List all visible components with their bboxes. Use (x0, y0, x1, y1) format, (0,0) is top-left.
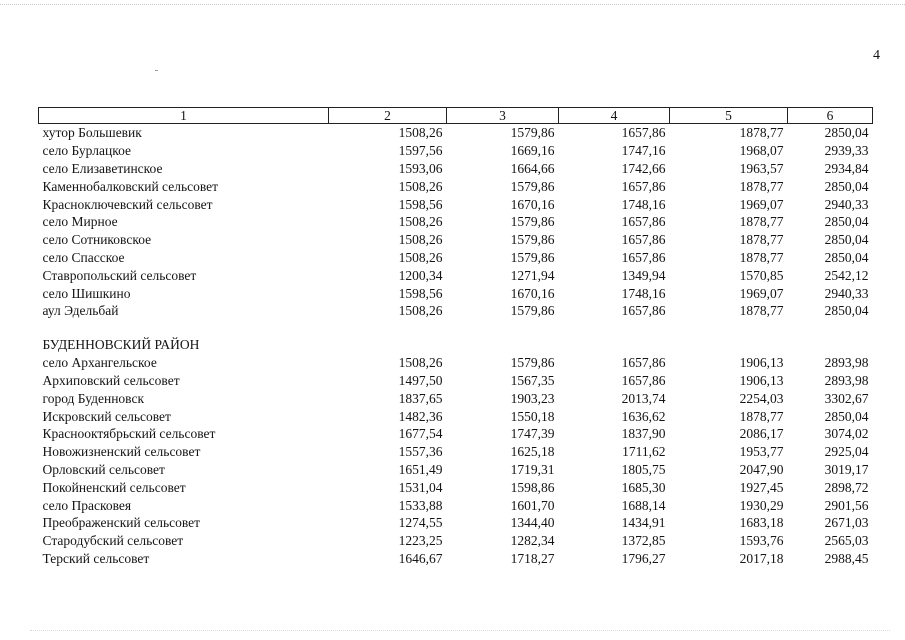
value-cell-col2: 1651,49 (398, 461, 443, 477)
value-cell-col5: 1927,45 (739, 479, 784, 495)
value-cell-col3: 1579,86 (510, 214, 555, 230)
value-cell-col6: 2898,72 (824, 479, 869, 495)
value-cell-col6: 2850,04 (824, 303, 869, 319)
settlement-name-cell: село Мирное (42, 214, 118, 230)
table-row (39, 231, 873, 249)
value-cell-col4: 1657,86 (621, 214, 666, 230)
header-row (39, 108, 873, 124)
value-cell-col2: 1482,36 (398, 408, 443, 424)
value-cell-col3: 1567,35 (510, 372, 555, 388)
column-header-6: 6 (788, 108, 873, 124)
table-row (39, 284, 873, 302)
settlement-name-cell: Ставропольский сельсовет (42, 267, 197, 283)
table-row (39, 142, 873, 160)
value-cell-col3: 1601,70 (510, 497, 555, 513)
value-cell-col5: 1906,13 (739, 355, 784, 371)
value-cell-col4: 1636,62 (621, 408, 666, 424)
value-cell-col3: 1579,86 (510, 125, 555, 141)
value-cell-col3: 1579,86 (510, 232, 555, 248)
value-cell-col4: 1711,62 (622, 444, 666, 460)
scan-artifact-bottom-line (30, 630, 890, 631)
value-cell-col3: 1664,66 (510, 160, 555, 176)
value-cell-col4: 1657,86 (621, 125, 666, 141)
value-cell-col4: 1742,66 (621, 160, 666, 176)
value-cell-col5: 1593,76 (739, 533, 784, 549)
value-cell-col2: 1837,65 (398, 390, 443, 406)
value-cell-col2: 1533,88 (398, 497, 443, 513)
value-cell-col2: 1593,06 (398, 160, 443, 176)
table-row (39, 124, 873, 142)
table-row (39, 266, 873, 284)
value-cell-col6: 3302,67 (824, 390, 869, 406)
column-header-5: 5 (670, 108, 788, 124)
settlement-name-cell: село Спасское (42, 249, 125, 265)
value-cell-col4: 1434,91 (621, 515, 666, 531)
value-cell-col4: 1748,16 (621, 285, 666, 301)
value-cell-col5: 2086,17 (739, 426, 784, 442)
page-number: 4 (873, 48, 880, 63)
value-cell-col3: 1282,34 (510, 533, 555, 549)
value-cell-col5: 2017,18 (739, 550, 784, 566)
settlement-name-cell: Стародубский сельсовет (42, 533, 184, 549)
scan-speck (155, 70, 158, 71)
value-cell-col4: 1805,75 (621, 461, 666, 477)
table-row (39, 354, 873, 372)
value-cell-col3: 1903,23 (510, 390, 555, 406)
value-cell-col3: 1579,86 (510, 355, 555, 371)
settlement-name-cell: Терский сельсовет (42, 550, 150, 566)
value-cell-col4: 1747,16 (621, 143, 666, 159)
value-cell-col6: 2850,04 (824, 214, 869, 230)
value-cell-col6: 2850,04 (824, 249, 869, 265)
value-cell-col2: 1557,36 (398, 444, 443, 460)
value-cell-col5: 1878,77 (739, 408, 784, 424)
value-cell-col2: 1508,26 (398, 125, 443, 141)
value-cell-col5: 2254,03 (739, 390, 784, 406)
table-row (39, 407, 873, 425)
value-cell-col2: 1646,67 (398, 550, 443, 566)
value-cell-col4: 1657,86 (621, 303, 666, 319)
value-cell-col2: 1508,26 (398, 249, 443, 265)
value-cell-col4: 2013,74 (621, 390, 666, 406)
value-cell-col6: 2940,33 (824, 196, 869, 212)
value-cell-col4: 1372,85 (621, 533, 666, 549)
value-cell-col3: 1718,27 (510, 550, 555, 566)
value-cell-col2: 1508,26 (398, 303, 443, 319)
settlement-name-cell: аул Эдельбай (42, 303, 119, 319)
table-row (39, 372, 873, 390)
settlement-name-cell: Новожизненский сельсовет (42, 444, 201, 460)
value-cell-col2: 1598,56 (398, 196, 443, 212)
value-cell-col4: 1657,86 (621, 355, 666, 371)
value-cell-col6: 2893,98 (824, 355, 869, 371)
value-cell-col3: 1598,86 (510, 479, 555, 495)
table-row (39, 461, 873, 479)
value-cell-col5: 1878,77 (739, 303, 784, 319)
value-cell-col4: 1837,90 (621, 426, 666, 442)
value-cell-col2: 1223,25 (398, 533, 443, 549)
value-cell-col4: 1688,14 (621, 497, 666, 513)
value-cell-col5: 2047,90 (739, 461, 784, 477)
value-cell-col3: 1550,18 (510, 408, 555, 424)
value-cell-col6: 2901,56 (824, 497, 869, 513)
scan-artifact-top-line (0, 4, 905, 5)
table-row (39, 213, 873, 231)
column-header-3: 3 (447, 108, 559, 124)
settlement-name-cell: село Шишкино (42, 285, 131, 301)
table-row (39, 532, 873, 550)
value-cell-col5: 1969,07 (739, 285, 784, 301)
value-cell-col2: 1531,04 (398, 479, 443, 495)
table-row (39, 550, 873, 568)
value-cell-col2: 1677,54 (398, 426, 443, 442)
settlement-name-cell: село Сотниковское (42, 232, 152, 248)
value-cell-col3: 1670,16 (510, 285, 555, 301)
value-cell-col2: 1200,34 (398, 267, 443, 283)
table-row (39, 496, 873, 514)
spacer-row (39, 320, 873, 336)
column-header-4: 4 (559, 108, 670, 124)
value-cell-col4: 1657,86 (621, 372, 666, 388)
settlement-name-cell: село Прасковея (42, 497, 132, 513)
value-cell-col5: 1969,07 (739, 196, 784, 212)
value-cell-col6: 2542,12 (824, 267, 869, 283)
section-heading: БУДЕННОВСКИЙ РАЙОН (42, 337, 200, 353)
table-header (39, 108, 873, 124)
settlement-name-cell: Каменнобалковский сельсовет (42, 178, 219, 194)
value-cell-col6: 2850,04 (824, 178, 869, 194)
value-cell-col5: 1963,57 (739, 160, 784, 176)
value-cell-col6: 2565,03 (824, 533, 869, 549)
value-cell-col3: 1719,31 (510, 461, 555, 477)
value-cell-col5: 1683,18 (739, 515, 784, 531)
value-cell-col6: 2988,45 (824, 550, 869, 566)
tariff-table-container (38, 107, 872, 567)
table-row (39, 302, 873, 320)
value-cell-col5: 1906,13 (739, 372, 784, 388)
value-cell-col2: 1597,56 (398, 143, 443, 159)
settlement-name-cell: село Бурлацкое (42, 143, 131, 159)
value-cell-col5: 1878,77 (739, 178, 784, 194)
settlement-name-cell: Преображенский сельсовет (42, 515, 201, 531)
value-cell-col6: 2925,04 (824, 444, 869, 460)
value-cell-col6: 2934,84 (824, 160, 869, 176)
value-cell-col2: 1274,55 (398, 515, 443, 531)
value-cell-col2: 1598,56 (398, 285, 443, 301)
settlement-name-cell: хутор Большевик (42, 125, 142, 141)
value-cell-col6: 2850,04 (824, 408, 869, 424)
value-cell-col6: 2893,98 (824, 372, 869, 388)
settlement-name-cell: Красноключевский сельсовет (42, 196, 213, 212)
value-cell-col4: 1349,94 (621, 267, 666, 283)
settlement-name-cell: Архиповский сельсовет (42, 372, 180, 388)
value-cell-col3: 1670,16 (510, 196, 555, 212)
value-cell-col6: 2939,33 (824, 143, 869, 159)
tariff-table (38, 107, 873, 567)
value-cell-col6: 3019,17 (824, 461, 869, 477)
value-cell-col5: 1570,85 (739, 267, 784, 283)
value-cell-col3: 1344,40 (510, 515, 555, 531)
settlement-name-cell: село Архангельское (42, 355, 157, 371)
value-cell-col4: 1796,27 (621, 550, 666, 566)
settlement-name-cell: Искровский сельсовет (42, 408, 171, 424)
settlement-name-cell: Покойненский сельсовет (42, 479, 186, 495)
value-cell-col2: 1508,26 (398, 232, 443, 248)
value-cell-col5: 1878,77 (739, 214, 784, 230)
value-cell-col3: 1625,18 (510, 444, 555, 460)
value-cell-col5: 1878,77 (739, 125, 784, 141)
value-cell-col5: 1953,77 (739, 444, 784, 460)
settlement-name-cell: Краснооктябрьский сельсовет (42, 426, 216, 442)
column-header-1: 1 (39, 108, 329, 124)
table-body (39, 124, 873, 568)
value-cell-col4: 1748,16 (621, 196, 666, 212)
value-cell-col2: 1497,50 (398, 372, 443, 388)
table-row (39, 249, 873, 267)
value-cell-col3: 1747,39 (510, 426, 555, 442)
value-cell-col4: 1685,30 (621, 479, 666, 495)
table-row (39, 177, 873, 195)
value-cell-col4: 1657,86 (621, 232, 666, 248)
section-heading-row (39, 336, 873, 354)
value-cell-col5: 1930,29 (739, 497, 784, 513)
value-cell-col5: 1878,77 (739, 249, 784, 265)
value-cell-col4: 1657,86 (621, 249, 666, 265)
table-row (39, 160, 873, 178)
value-cell-col6: 2850,04 (824, 125, 869, 141)
value-cell-col6: 3074,02 (824, 426, 869, 442)
value-cell-col3: 1579,86 (510, 178, 555, 194)
spacer-cell (39, 320, 873, 336)
table-row (39, 514, 873, 532)
value-cell-col6: 2671,03 (824, 515, 869, 531)
value-cell-col2: 1508,26 (398, 355, 443, 371)
column-header-2: 2 (329, 108, 447, 124)
settlement-name-cell: город Буденновск (42, 390, 145, 406)
value-cell-col5: 1968,07 (739, 143, 784, 159)
value-cell-col2: 1508,26 (398, 178, 443, 194)
table-row (39, 478, 873, 496)
settlement-name-cell: Орловский сельсовет (42, 461, 165, 477)
value-cell-col3: 1271,94 (510, 267, 555, 283)
value-cell-col3: 1579,86 (510, 303, 555, 319)
table-row (39, 425, 873, 443)
value-cell-col5: 1878,77 (739, 232, 784, 248)
settlement-name-cell: село Елизаветинское (42, 160, 163, 176)
table-row (39, 195, 873, 213)
value-cell-col3: 1669,16 (510, 143, 555, 159)
table-row (39, 389, 873, 407)
value-cell-col6: 2850,04 (824, 232, 869, 248)
value-cell-col4: 1657,86 (621, 178, 666, 194)
value-cell-col6: 2940,33 (824, 285, 869, 301)
table-row (39, 443, 873, 461)
value-cell-col2: 1508,26 (398, 214, 443, 230)
value-cell-col3: 1579,86 (510, 249, 555, 265)
